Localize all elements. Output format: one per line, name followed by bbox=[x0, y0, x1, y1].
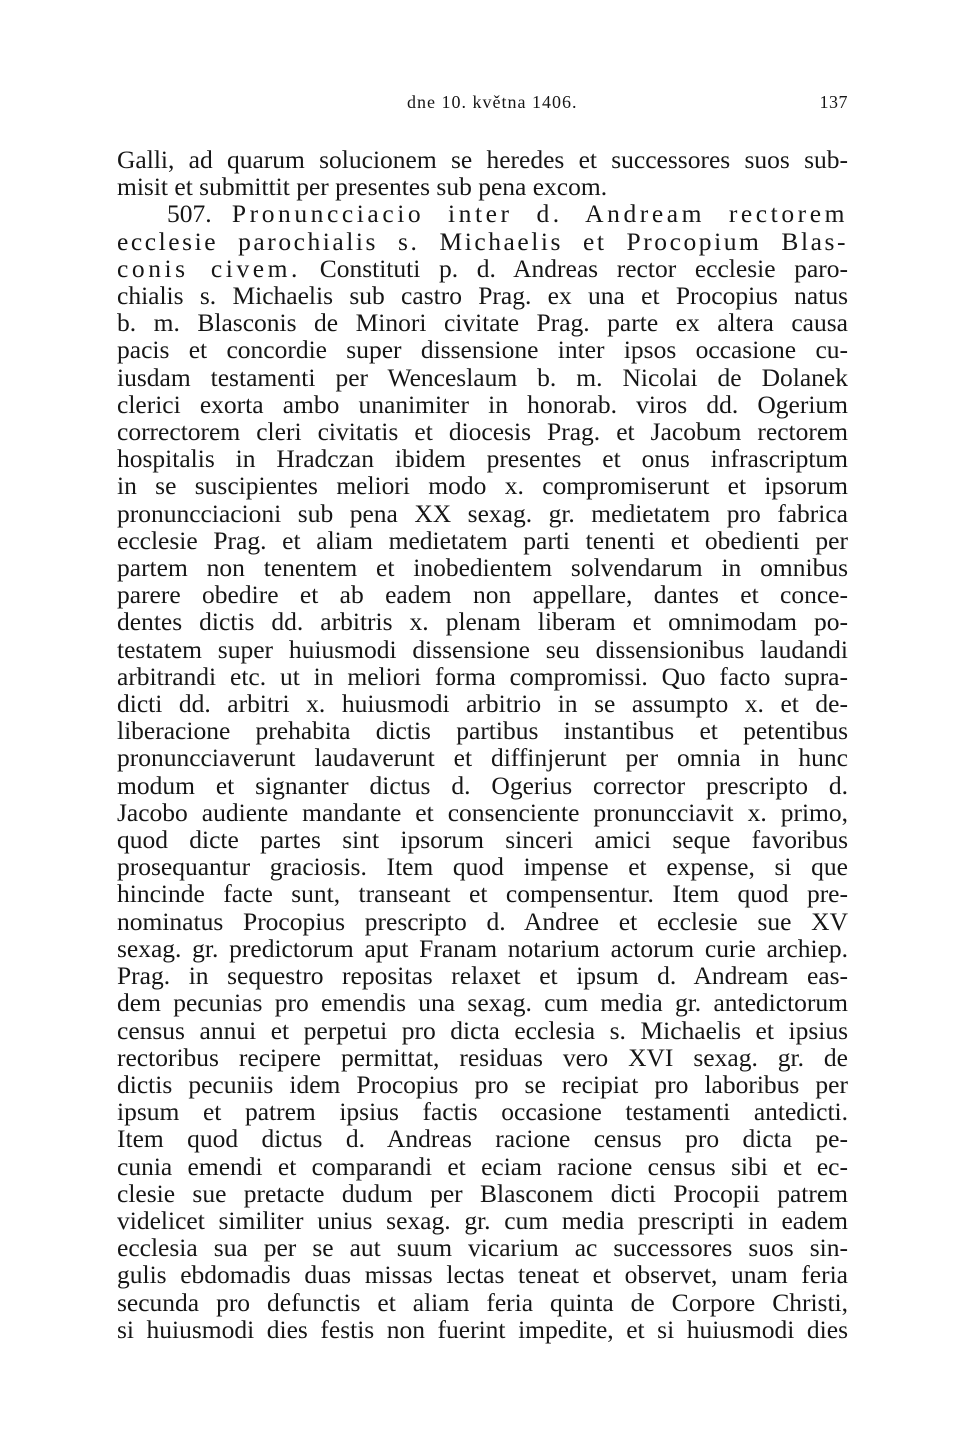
text-line bbox=[117, 255, 848, 282]
body-text bbox=[117, 146, 848, 1343]
text-line: videlicet similiter unius sexag. gr. cum media prescripti in eadem bbox=[117, 1205, 848, 1235]
text-line: census annui et perpetui pro dicta ecclesia s. Michaelis et ipsius bbox=[117, 1015, 848, 1045]
text-line: testatem super huiusmodi dissensione seu dissensionibus laudandi bbox=[117, 634, 848, 664]
text-line: pacis et concordie super dissensione inter ipsos occasione cu- bbox=[117, 335, 848, 365]
text-line: hospitalis in Hradczan ibidem presentes et onus infrascriptum bbox=[117, 444, 848, 474]
entry-heading-line bbox=[117, 228, 848, 255]
text-line: b. m. Blasconis de Minori civitate Prag. parte ex altera causa bbox=[117, 308, 848, 338]
text-line: ipsum et patrem ipsius factis occasione testamenti antedicti. bbox=[117, 1097, 848, 1127]
text-line: Jacobo audiente mandante et consenciente pronuncciavit x. primo, bbox=[117, 797, 848, 827]
text-line: modum et signanter dictus d. Ogerius corrector prescripto d. bbox=[117, 770, 848, 800]
text-line: arbitrandi etc. ut in meliori forma compromissi. Quo facto supra- bbox=[117, 661, 848, 691]
running-head: dne 10. května 1406. bbox=[407, 92, 578, 112]
text-line: parere obedire et ab eadem non appellare, dantes et conce- bbox=[117, 580, 848, 610]
text-line: clerici exorta ambo unanimiter in honorab. viros dd. Ogerium bbox=[117, 389, 848, 419]
text-line: in se suscipientes meliori modo x. compromiserunt et ipsorum bbox=[117, 471, 848, 501]
text-line: prosequantur graciosis. Item quod impense et expense, si que bbox=[117, 852, 848, 882]
text-line: dem pecunias pro emendis una sexag. cum media gr. antedictorum bbox=[117, 988, 848, 1018]
text-line: dicti dd. arbitri x. huiusmodi arbitrio in se assumpto x. et de- bbox=[117, 689, 848, 719]
text-line: dictis pecuniis idem Procopius pro se recipiat pro laboribus per bbox=[117, 1069, 848, 1099]
text-line: pronuncciaverunt laudaverunt et diffinjerunt per omnia in hunc bbox=[117, 743, 848, 773]
text-line: nominatus Procopius prescripto d. Andree et ecclesie sue XV bbox=[117, 906, 848, 936]
text-segment: Constituti p. d. Andreas rector ecclesie paro- bbox=[319, 253, 849, 283]
text-line: sexag. gr. predictorum aput Franam notarium actorum curie archiep. bbox=[117, 933, 848, 963]
page-number: 137 bbox=[819, 92, 848, 112]
text-line: pronuncciacioni sub pena XX sexag. gr. medietatem pro fabrica bbox=[117, 498, 848, 528]
text-line: misit et submittit per presentes sub pena excom. bbox=[117, 172, 608, 202]
text-line: ecclesia sua per se aut suum vicarium ac successores suos sin- bbox=[117, 1233, 848, 1263]
entry-heading: conis civem. bbox=[117, 253, 302, 283]
text-line: cunia emendi et comparandi et eciam racione census sibi et ec- bbox=[117, 1151, 848, 1181]
text-line: quod dicte partes sint ipsorum sinceri amici seque favoribus bbox=[117, 825, 848, 855]
text-line: Item quod dictus d. Andreas racione census pro dicta pe- bbox=[117, 1124, 848, 1154]
text-line: chialis s. Michaelis sub castro Prag. ex una et Procopius natus bbox=[117, 281, 848, 311]
entry-heading: ecclesie parochialis s. Michaelis et Procopium Blas- bbox=[117, 226, 848, 256]
text-line: partem non tenentem et inobedientem solvendarum in omnibus bbox=[117, 553, 848, 583]
text-line: correctorem cleri civitatis et diocesis Prag. et Jacobum rectorem bbox=[117, 417, 848, 447]
text-line: dentes dictis dd. arbitris x. plenam liberam et omnimodam po- bbox=[117, 607, 848, 637]
text-line: clesie sue pretacte dudum per Blasconem dicti Procopii patrem bbox=[117, 1178, 848, 1208]
text-line: hincinde facte sunt, transeant et compensentur. Item quod pre- bbox=[117, 879, 848, 909]
entry-number: 507. bbox=[167, 199, 212, 229]
text-line: rectoribus recipere permittat, residuas vero XVI sexag. gr. de bbox=[117, 1042, 848, 1072]
text-line: si huiusmodi dies festis non fuerint impedite, et si huiusmodi dies bbox=[117, 1314, 848, 1344]
text-line: iusdam testamenti per Wenceslaum b. m. Nicolai de Dolanek bbox=[117, 362, 848, 392]
text-line: Prag. in sequestro repositas relaxet et ipsum d. Andream eas- bbox=[117, 961, 848, 991]
entry-heading: Pronuncciacio inter d. Andream rectorem bbox=[231, 199, 849, 229]
text-line: Galli, ad quarum solucionem se heredes et successores suos sub- bbox=[117, 145, 848, 174]
text-line: liberacione prehabita dictis partibus instantibus et petentibus bbox=[117, 716, 848, 746]
text-line: ecclesie Prag. et aliam medietatem parti tenenti et obedienti per bbox=[117, 525, 848, 555]
text-line: secunda pro defunctis et aliam feria quinta de Corpore Christi, bbox=[117, 1287, 848, 1317]
entry-heading-line bbox=[117, 200, 848, 227]
text-line: gulis ebdomadis duas missas lectas teneat et observet, unam feria bbox=[117, 1260, 848, 1290]
